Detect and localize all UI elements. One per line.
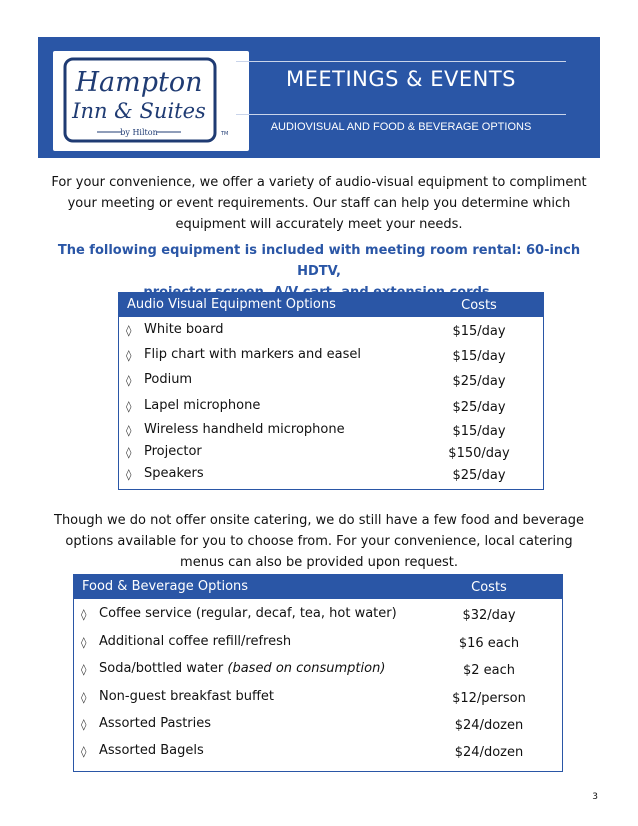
av-row-cost: $15/day (452, 324, 506, 339)
fb-row-item-text: Non-guest breakfast buffet (99, 689, 274, 704)
header-banner (38, 37, 600, 158)
food-beverage-table (73, 574, 563, 772)
page-subtitle: AUDIOVISUAL AND FOOD & BEVERAGE OPTIONS (270, 121, 532, 133)
included-line-1: The following equipment is included with meeting room rental: 60-inch HDTV, (57, 243, 581, 279)
catering-line-3: menus can also be provided upon request. (180, 555, 458, 570)
title-mid-rule (236, 114, 566, 115)
fb-row-cost: $24/dozen (454, 718, 524, 733)
av-row-cost: $15/day (452, 349, 506, 364)
fb-row-item-text: Assorted Bagels (99, 743, 204, 758)
fb-row-item (99, 743, 204, 758)
av-table-header (119, 293, 543, 317)
fb-row-item (99, 606, 397, 621)
diamond-bullet-icon: ◊ (126, 468, 132, 481)
av-row-cost: $25/day (452, 400, 506, 415)
fb-row-item-note: (based on consumption) (227, 661, 386, 676)
fb-row-item-text: Soda/bottled water (99, 661, 228, 676)
fb-row-cost: $12/person (452, 691, 526, 706)
fb-header-item: Food & Beverage Options (82, 579, 249, 594)
logo-text-line1: Hampton (75, 67, 203, 98)
intro-line-1: For your convenience, we offer a variety of audio-visual equipment to compliment (51, 175, 587, 190)
title-area (236, 61, 566, 141)
diamond-bullet-icon: ◊ (126, 324, 132, 337)
fb-row-item (99, 634, 291, 649)
hampton-logo-mark (53, 51, 249, 151)
fb-row-item (99, 716, 211, 731)
logo-text-line2: Inn & Suites (72, 99, 206, 123)
page-title: MEETINGS & EVENTS (286, 67, 516, 91)
page-number: 3 (592, 792, 598, 802)
av-row-item: Lapel microphone (144, 398, 261, 413)
diamond-bullet-icon: ◊ (81, 745, 87, 758)
av-equipment-table (118, 292, 544, 490)
diamond-bullet-icon: ◊ (126, 446, 132, 459)
intro-paragraph (38, 172, 600, 235)
av-row-item: White board (144, 322, 224, 337)
av-row-cost: $15/day (452, 424, 506, 439)
logo-text-line3: by Hilton (120, 128, 158, 137)
av-row-cost: $25/day (452, 374, 506, 389)
intro-line-3: equipment will accurately meet your needs. (175, 217, 463, 232)
av-row-item: Projector (144, 444, 202, 459)
diamond-bullet-icon: ◊ (81, 691, 87, 704)
catering-line-1: Though we do not offer onsite catering, we do still have a few food and beverage (54, 513, 584, 528)
hampton-logo (53, 51, 249, 151)
diamond-bullet-icon: ◊ (81, 718, 87, 731)
diamond-bullet-icon: ◊ (126, 424, 132, 437)
title-top-rule (236, 61, 566, 62)
av-header-cost: Costs (461, 298, 497, 313)
av-row-cost: $25/day (452, 468, 506, 483)
catering-line-2: options available for you to choose from. For your convenience, local catering (65, 534, 573, 549)
diamond-bullet-icon: ◊ (81, 608, 87, 621)
logo-tm: TM (221, 131, 229, 137)
diamond-bullet-icon: ◊ (126, 349, 132, 362)
av-header-item: Audio Visual Equipment Options (127, 297, 336, 312)
diamond-bullet-icon: ◊ (126, 374, 132, 387)
fb-row-item (99, 689, 274, 704)
av-row-item: Wireless handheld microphone (144, 422, 345, 437)
intro-line-2: your meeting or event requirements. Our staff can help you determine which (67, 196, 571, 211)
fb-row-item-text: Assorted Pastries (99, 716, 212, 731)
av-row-item: Podium (144, 372, 193, 387)
fb-row-item-text: Additional coffee refill/refresh (99, 634, 292, 649)
av-row-item: Flip chart with markers and easel (144, 347, 361, 362)
fb-row-item (99, 661, 385, 676)
av-row-cost: $150/day (448, 446, 510, 461)
fb-row-cost: $16 each (458, 636, 520, 651)
fb-row-cost: $32/day (462, 608, 516, 623)
fb-row-cost: $24/dozen (454, 745, 524, 760)
diamond-bullet-icon: ◊ (126, 400, 132, 413)
fb-header-cost: Costs (471, 580, 507, 595)
diamond-bullet-icon: ◊ (81, 636, 87, 649)
fb-row-cost: $2 each (462, 663, 516, 678)
av-row-item: Speakers (144, 466, 204, 481)
catering-paragraph (38, 510, 600, 573)
fb-table-header (74, 575, 562, 599)
diamond-bullet-icon: ◊ (81, 663, 87, 676)
fb-row-item-text: Coffee service (regular, decaf, tea, hot water) (99, 606, 397, 621)
